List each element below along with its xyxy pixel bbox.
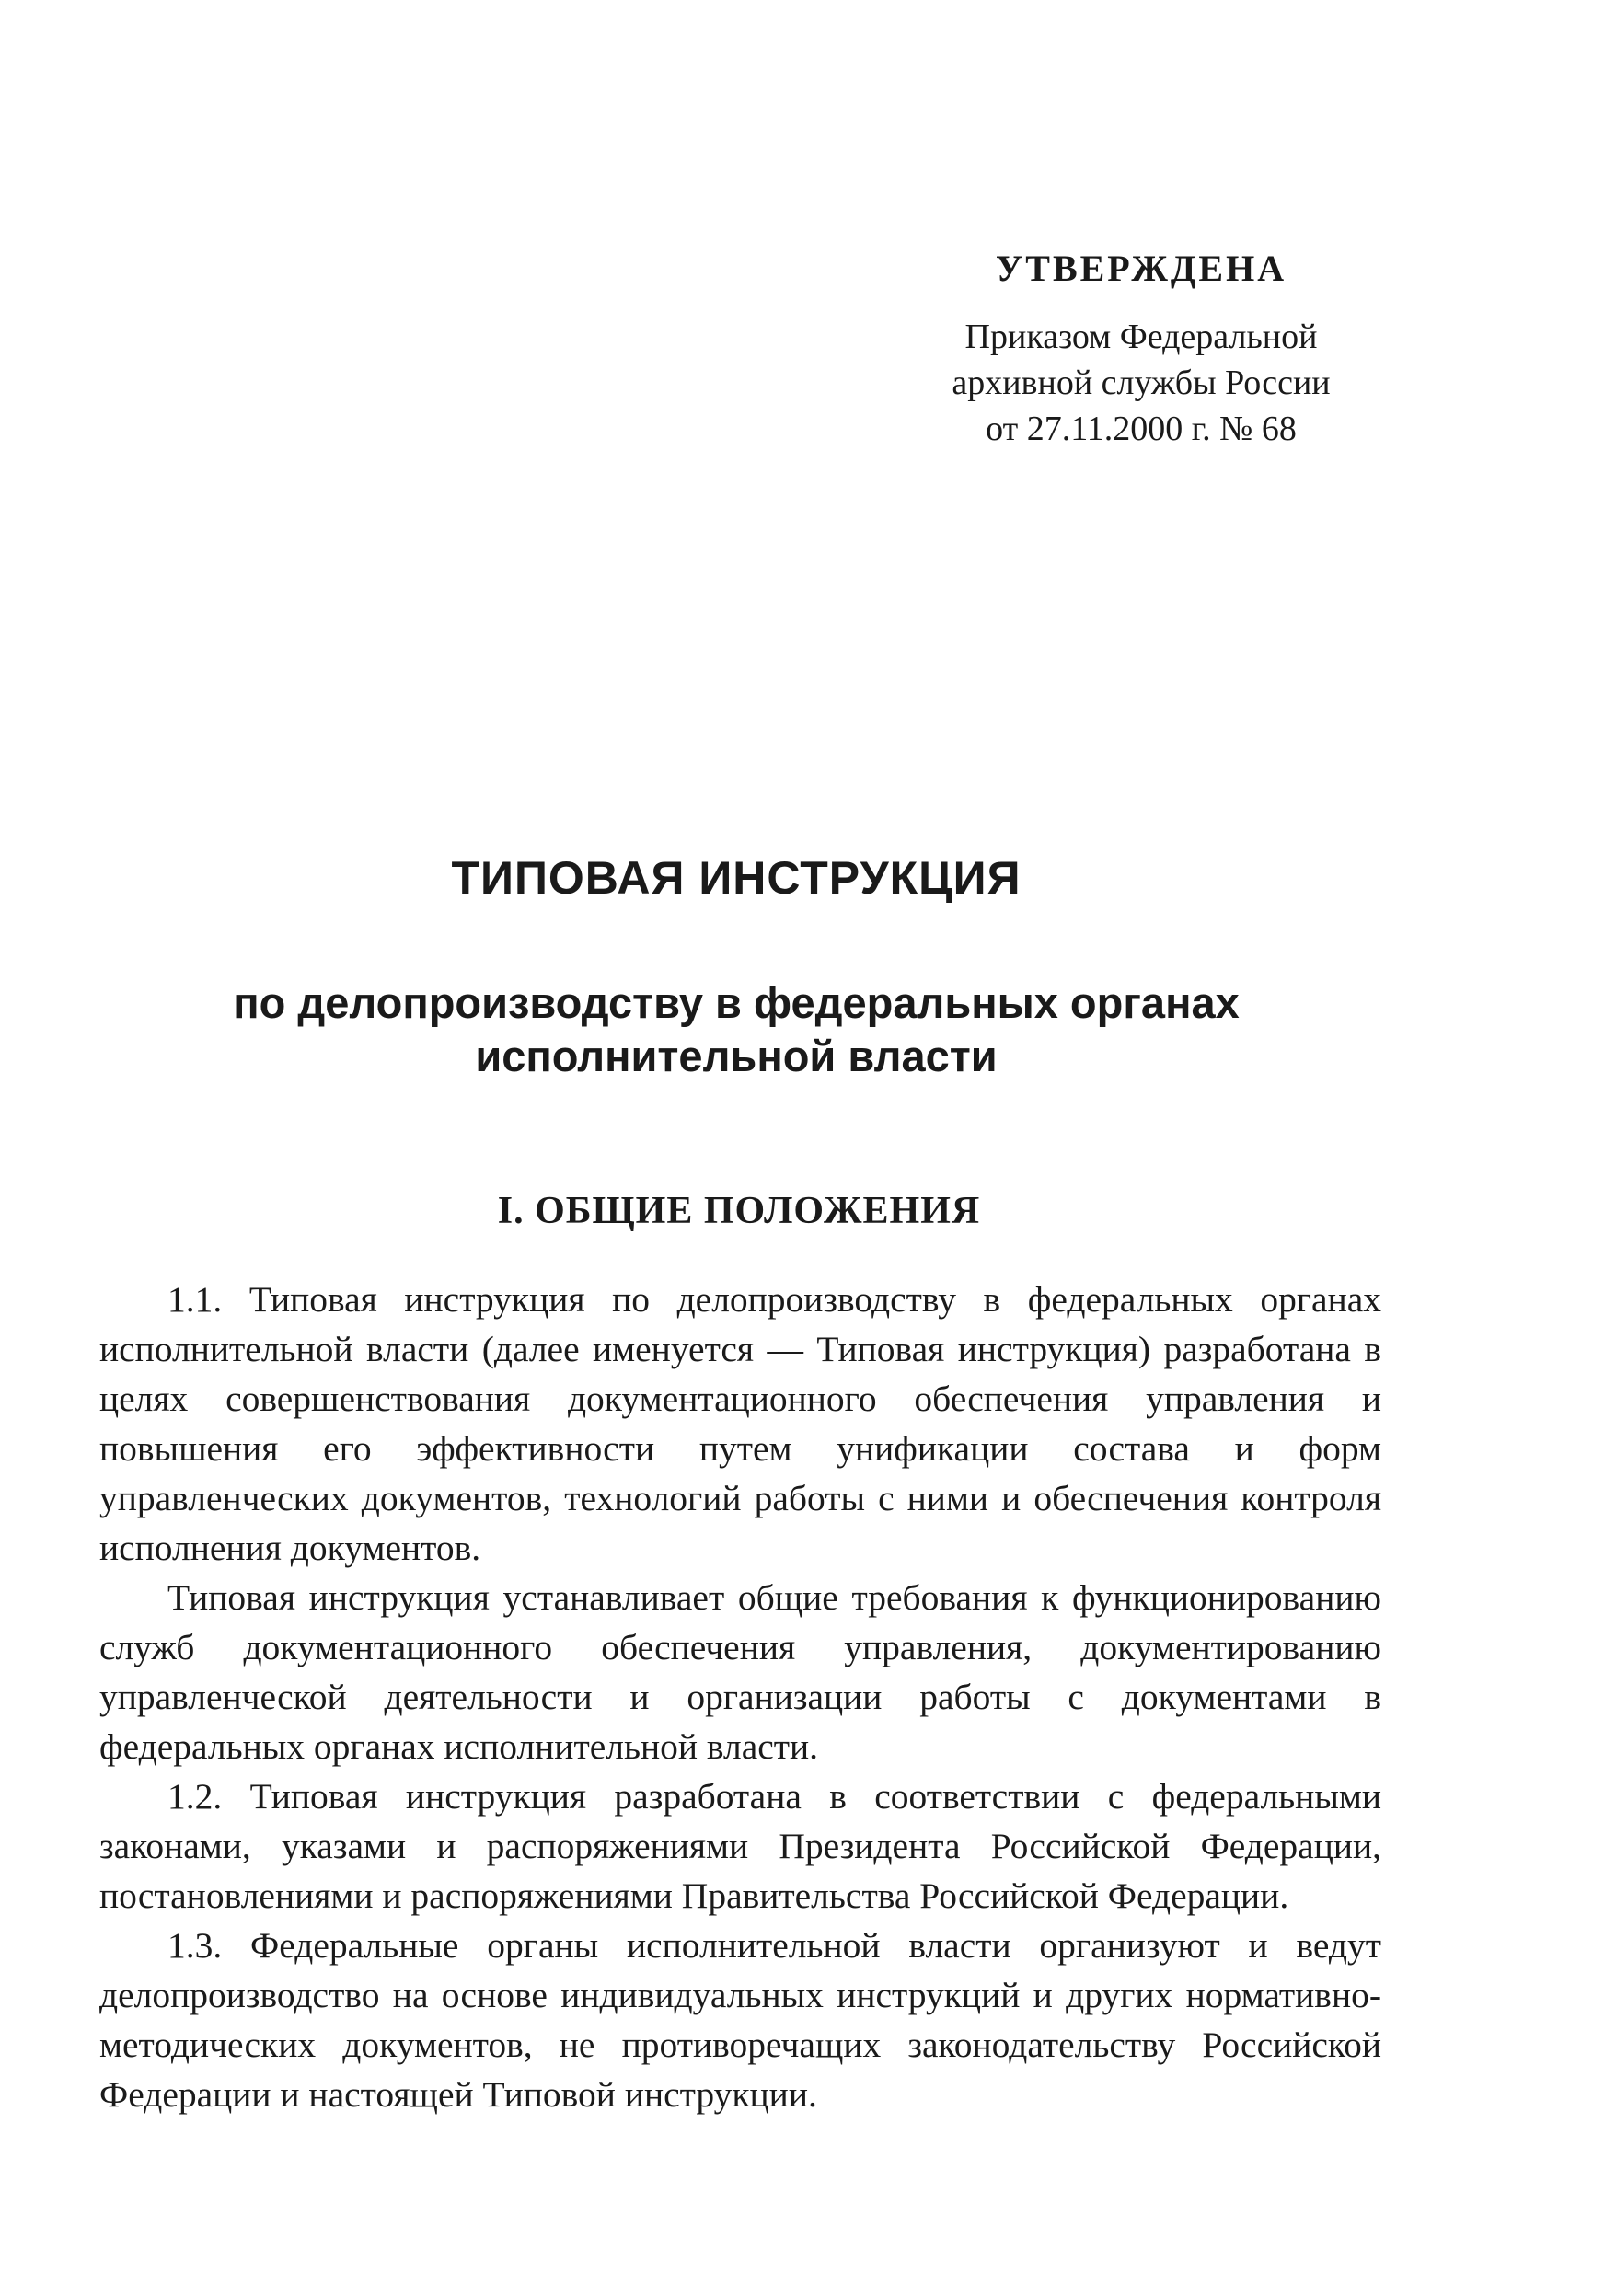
approval-stamp bbox=[883, 247, 1399, 452]
approval-agency-line: архивной службы России bbox=[952, 363, 1331, 402]
paragraph-1-3: 1.3. Федеральные органы исполнительной власти организуют и ведут делопроизводство на основе индивидуальных инструкций и других нормативно-методических документов, не противоречащих законодательству Российской Федерации и настоящей Типовой инструкции. bbox=[99, 1925, 1381, 2115]
paragraph-1-2: 1.2. Типовая инструкция разработана в соответствии с федеральными законами, указами и распоряжениями Президента Российской Федерации, постановлениями и распоряжениями Правительства Российской Федерации. bbox=[99, 1776, 1381, 1916]
section-heading: I. ОБЩИЕ ПОЛОЖЕНИЯ bbox=[497, 1190, 981, 1232]
paragraph-1-1: 1.1. Типовая инструкция по делопроизводству в федеральных органах исполнительной власти (далее именуется — Типовая инструкция) разработана в целях совершенствования документационного обеспечения управления и повышения его эффективности путем унификации состава и форм управленческих документов, технологий работы с ними и обеспечения контроля исполнения документов. bbox=[99, 1279, 1381, 1568]
approval-date-line: от 27.11.2000 г. № 68 bbox=[986, 410, 1297, 448]
approval-label: УТВЕРЖДЕНА bbox=[995, 248, 1287, 289]
document-title: ТИПОВАЯ ИНСТРУКЦИЯ bbox=[451, 852, 1022, 904]
paragraph-1-1-continued: Типовая инструкция устанавливает общие требования к функционированию служб документационного обеспечения управления, документированию управленческой деятельности и организации работы с документами в федеральных органах исполнительной власти. bbox=[99, 1577, 1381, 1767]
document-body bbox=[99, 1275, 1381, 2119]
approval-order-line: Приказом Федеральной bbox=[964, 317, 1318, 356]
document-subtitle-line: исполнительной власти bbox=[475, 1032, 998, 1080]
document-title-block bbox=[0, 851, 1472, 1083]
document-subtitle bbox=[0, 976, 1472, 1083]
document-subtitle-line: по делопроизводству в федеральных органах bbox=[233, 978, 1240, 1027]
